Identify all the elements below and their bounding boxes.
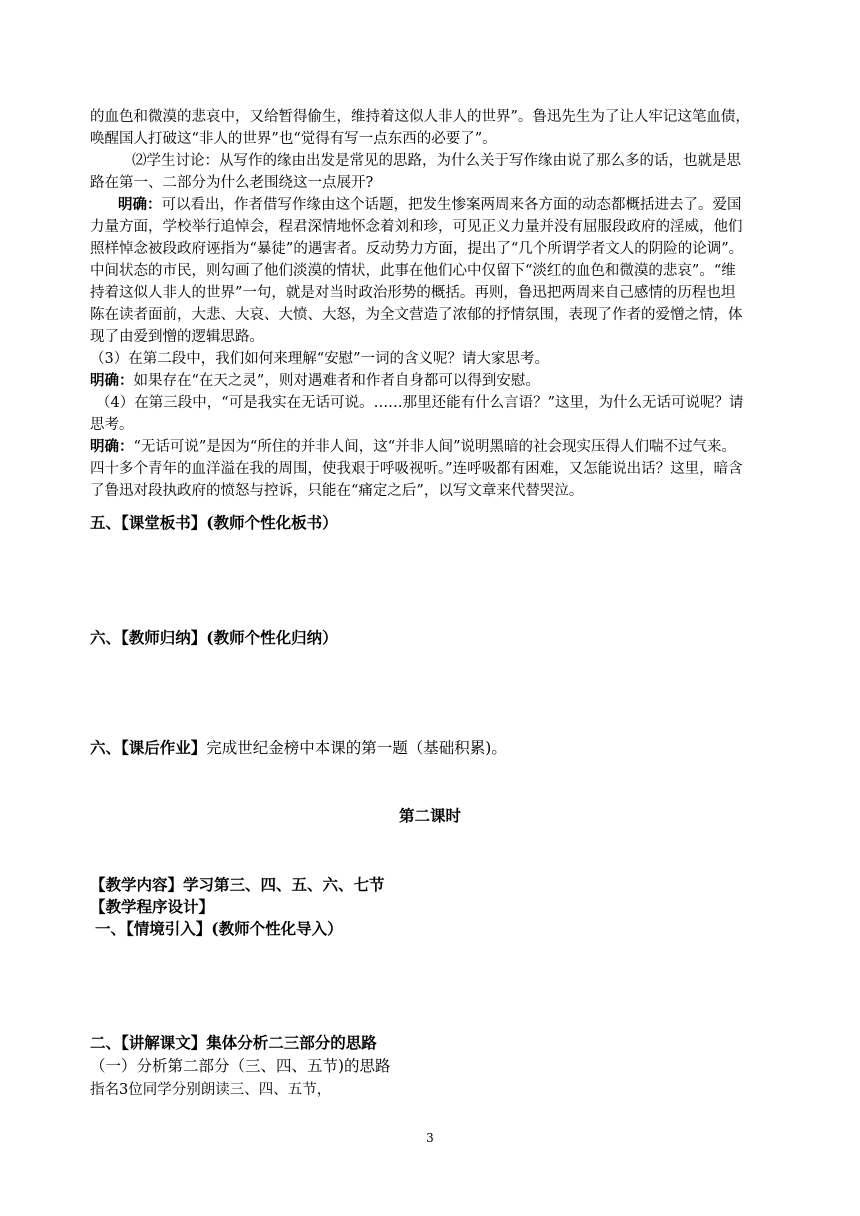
paragraph-line: 思考。 [90,417,134,433]
heading-content: 【教学内容】学习第三、四、五、六、七节 [90,875,385,894]
paragraph-line: 了鲁迅对段执政府的愤怒与控诉，只能在“痛定之后”，以写文章来代替哭泣。 [90,483,584,499]
paragraph-line: 持着这似人非人的世界”一句，就是对当时政治形势的概括。再则，鲁迅把两周来自己感情的历程也坦 [90,285,736,301]
heading-lecture [90,1031,377,1053]
page-number: 3 [426,1131,434,1145]
paragraph-line: 路在第一、二部分为什么老围绕这一点展开? [90,175,374,191]
answer-text: 可以看出，作者借写作缘由这个话题，把发生惨案两周来各方面的动态都概括进去了。爱国 [161,197,742,213]
paragraph-line [90,436,736,458]
paragraph-line: 照样悼念被段政府诬指为“暴徒”的遇害者。反动势力方面，提出了“几个所谓学者文人的阴险的论调”。 [90,241,744,257]
lecture-text: 集体分析二三部分的思路 [206,1033,377,1052]
paragraph-line: 的血色和微漠的悲哀中，又给暂得偷生，维持着这似人非人的世界”。鲁迅先生为了让人牢记这笔血债， [90,109,750,125]
paragraph-line: 唤醒国人打破这“非人的世界”也“觉得有写一点东西的必要了”。 [90,131,497,147]
answer-text: “无话可说”是因为“所住的并非人间，这“并非人间”说明黑暗的社会现实压得人们喘不过气来。 [133,439,737,455]
paragraph-line: 中间状态的市民，则勾画了他们淡漠的情状，此事在他们心中仅留下“淡红的血色和微漠的悲哀”。“维 [90,263,736,279]
heading-program: 【教学程序设计】 [90,897,215,916]
subheading: （一）分析第二部分（三、四、五节)的思路 [90,1057,391,1075]
paragraph-line: ⑵学生讨论：从写作的缘由出发是常见的思路，为什么关于写作缘由说了那么多的话，也就是思 [132,153,741,169]
paragraph-line: 陈在读者面前，大悲、大哀、大愤、大怒，为全文营造了浓郁的抒情氛围，表现了作者的爱憎之情，体 [90,307,743,323]
heading-summary: 六、【教师归纳】(教师个性化归纳） [90,628,338,647]
paragraph-line [90,370,540,392]
homework-label: 六、【课后作业】 [90,738,207,757]
paragraph-line: 四十多个青年的血洋溢在我的周围，使我艰于呼吸视听。”连呼吸都有困难，又怎能说出话？这里，暗含 [90,461,743,477]
question-line: （4）在第三段中，“可是我实在无话可说。……那里还能有什么言语？”这里，为什么无话可说呢？请 [96,395,744,411]
paragraph-line: 力量方面，学校举行追悼会，程君深情地怀念着刘和珍，可见正义力量并没有屈服段政府的淫威，他们 [90,219,743,235]
answer-text: 如果存在“在天之灵”，则对遇难者和作者自身都可以得到安慰。 [133,373,540,389]
section-title: 第二课时 [398,806,461,825]
mingque-label: 明确： [118,196,162,213]
paragraph-line: 现了由爱到憎的逻辑思路。 [90,329,264,345]
homework-text: 完成世纪金榜中本课的第一题（基础积累)。 [206,739,507,757]
paragraph-line: 指名3位同学分别朗读三、四、五节， [90,1082,332,1098]
heading-intro: 一、【情境引入】(教师个性化导入） [95,919,343,938]
paragraph-line [118,194,742,216]
heading-board: 五、【课堂板书】(教师个性化板书） [90,513,338,532]
question-line: （3）在第二段中，我们如何来理解“安慰”一词的含义呢？请大家思考。 [90,351,550,367]
lecture-label: 二、【讲解课文】 [90,1033,207,1052]
heading-homework [90,736,507,758]
mingque-label: 明确： [90,372,134,389]
mingque-label: 明确： [90,438,134,455]
